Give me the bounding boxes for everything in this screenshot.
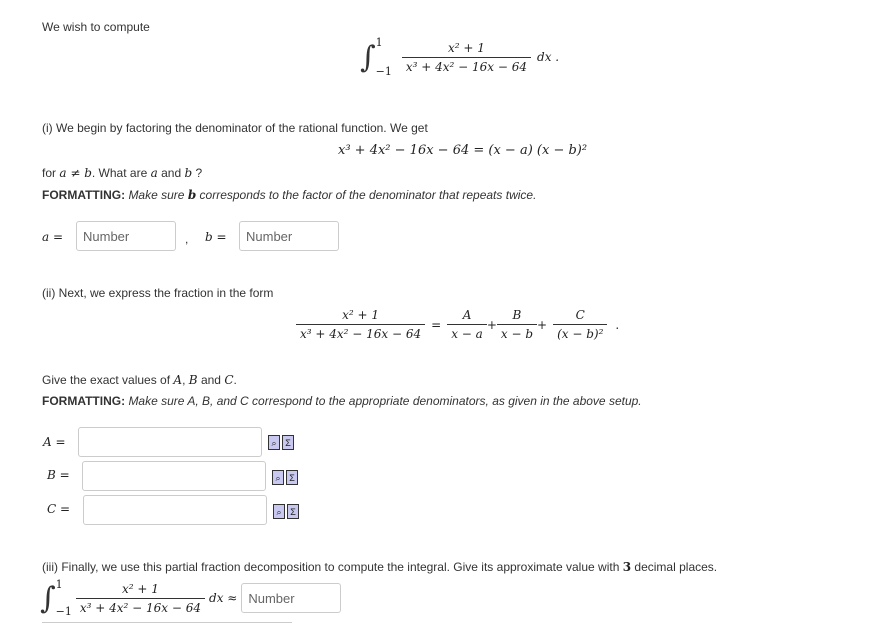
math: A — [173, 373, 183, 387]
part2-question — [42, 373, 237, 387]
part2-formatting — [42, 394, 642, 408]
math: C — [224, 373, 234, 387]
dx: dx ≈ — [209, 591, 238, 605]
A-numerator: A — [462, 308, 472, 322]
factor-equation: x³ + 4x² − 16x − 64 = (x − a) (x − b)² — [338, 143, 588, 158]
B-denominator: x − b — [497, 324, 537, 341]
text: , — [182, 373, 186, 387]
B-label: B = — [47, 468, 70, 482]
a-input[interactable] — [76, 221, 176, 251]
math: b — [184, 166, 193, 180]
denominator: x³ + 4x² − 16x − 64 — [76, 598, 205, 615]
B-numerator: B — [512, 308, 522, 322]
b-label: b = — [205, 230, 227, 244]
lower-limit: −1 — [55, 605, 72, 618]
C-numerator: C — [575, 308, 585, 322]
text: corresponds to the factor of the denominator that repeats twice. — [199, 188, 537, 202]
plus: + — [537, 317, 548, 332]
B-input[interactable] — [82, 461, 266, 491]
preview-icon[interactable]: ⌕ — [268, 435, 280, 450]
upper-limit: 1 — [55, 578, 63, 591]
integral-value-input[interactable] — [241, 583, 341, 613]
intro-text: We wish to compute — [42, 20, 150, 34]
final-integral — [40, 578, 341, 618]
math: b — [187, 188, 197, 202]
preview-icon[interactable]: ⌕ — [273, 504, 285, 519]
C-label: C = — [47, 502, 71, 516]
text: and — [161, 166, 182, 180]
A-denominator: x − a — [447, 324, 487, 341]
A-input[interactable] — [78, 427, 262, 457]
text: Make sure — [128, 188, 185, 202]
text: (iii) Finally, we use this partial fraction decomposition to compute the integral. Give its approximate value with — [42, 560, 620, 574]
formatting-label: FORMATTING: — [42, 188, 126, 202]
upper-limit: 1 — [375, 36, 383, 49]
text: ? — [195, 166, 203, 180]
formatting-label: FORMATTING: — [42, 394, 126, 408]
equation-editor-icon[interactable]: Σ — [286, 470, 298, 485]
b-input[interactable] — [239, 221, 339, 251]
text: . What are — [91, 166, 148, 180]
part3-text — [42, 560, 717, 574]
integral-expression — [360, 36, 559, 78]
equation-editor-icon[interactable]: Σ — [282, 435, 294, 450]
denominator: x³ + 4x² − 16x − 64 — [402, 57, 531, 74]
lower-limit: −1 — [375, 65, 392, 78]
period: . — [615, 317, 620, 332]
equation-editor-icon[interactable]: Σ — [287, 504, 299, 519]
partial-fraction-form — [296, 308, 619, 341]
comma: , — [185, 232, 189, 246]
part1-text: (i) We begin by factoring the denominator of the rational function. We get — [42, 121, 428, 135]
text: decimal places. — [634, 560, 718, 574]
equals: = — [431, 317, 442, 332]
text: and — [200, 373, 221, 387]
dx: dx . — [537, 50, 560, 64]
text: for — [42, 166, 57, 180]
a-label: a = — [42, 230, 64, 244]
text: Make sure A, B, and C correspond to the appropriate denominators, as given in the above setup. — [128, 394, 642, 408]
preview-icon[interactable]: ⌕ — [272, 470, 284, 485]
numerator: x² + 1 — [342, 308, 380, 322]
integral-sign: ∫ — [40, 580, 56, 616]
numerator: x² + 1 — [121, 581, 159, 596]
plus: + — [486, 317, 497, 332]
C-input[interactable] — [83, 495, 267, 525]
numerator: x² + 1 — [447, 40, 485, 55]
text: Give the exact values of — [42, 373, 171, 387]
C-denominator: (x − b)² — [553, 324, 607, 341]
digits: 3 — [622, 560, 632, 574]
part2-text: (ii) Next, we express the fraction in the form — [42, 286, 274, 300]
math: a ≠ b — [59, 166, 92, 180]
part1-question — [42, 166, 202, 180]
text: . — [233, 373, 237, 387]
integral-sign: ∫ — [360, 39, 376, 75]
part1-formatting — [42, 188, 536, 202]
A-label: A = — [43, 435, 66, 449]
divider — [42, 622, 292, 623]
math: B — [188, 373, 198, 387]
denominator: x³ + 4x² − 16x − 64 — [296, 324, 425, 341]
math: a — [150, 166, 158, 180]
